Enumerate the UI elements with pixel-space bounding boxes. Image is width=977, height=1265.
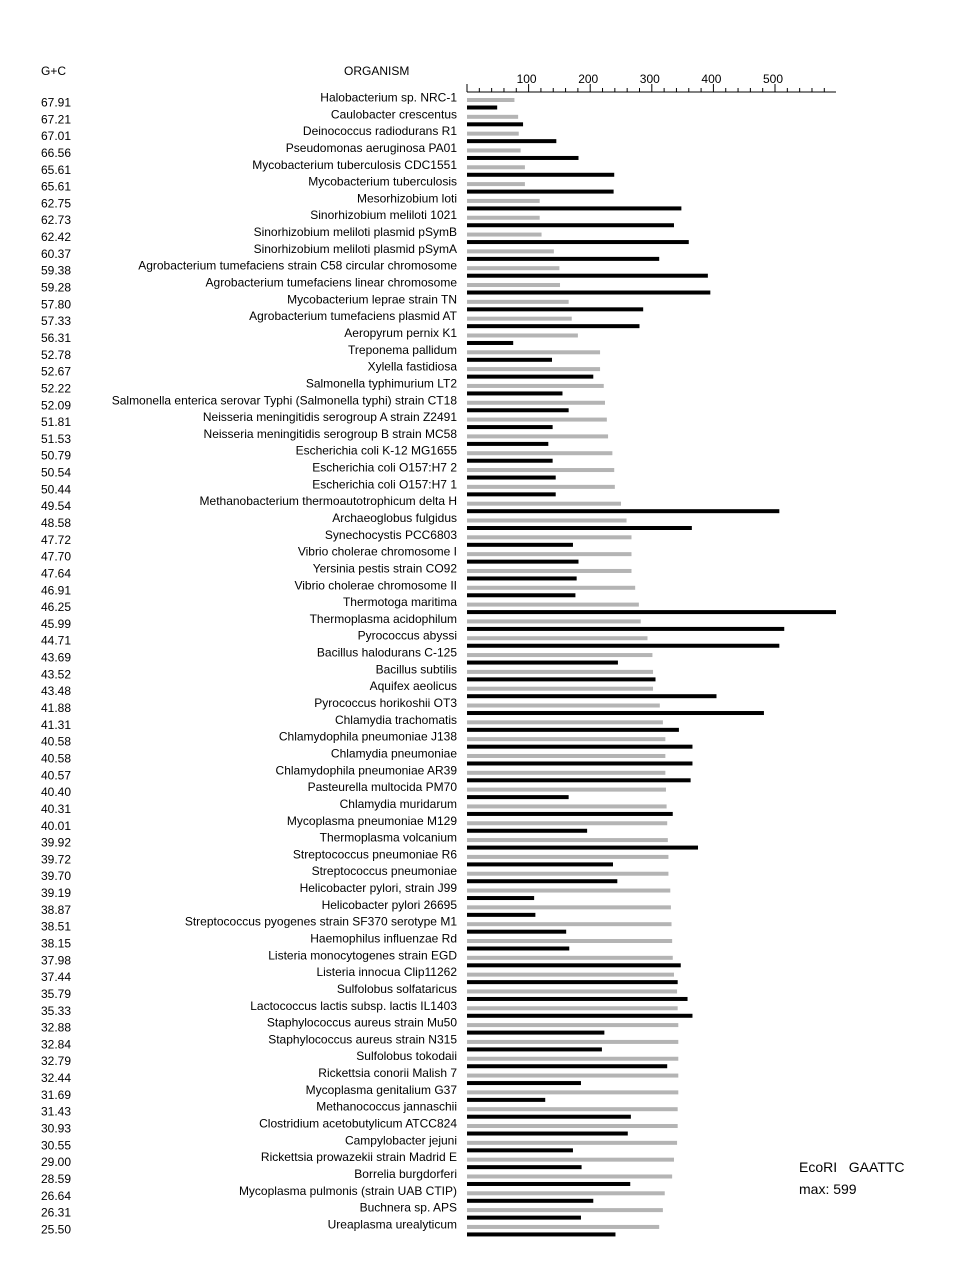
gc-value: 40.01: [41, 818, 72, 833]
expected-bar: [467, 1174, 672, 1178]
organism-name: Pyrococcus horikoshii OT3: [314, 696, 457, 711]
organism-name: Pseudomonas aeruginosa PA01: [285, 140, 457, 155]
organism-name: Neisseria meningitidis serogroup B strain MC58: [203, 426, 457, 441]
organism-name: Agrobacterium tumefaciens strain C58 circular chromosome: [138, 258, 457, 273]
gc-value: 35.33: [41, 1003, 72, 1018]
expected-bar: [467, 165, 525, 169]
observed-bar: [467, 526, 692, 530]
organism-name: Streptococcus pneumoniae R6: [292, 847, 457, 862]
observed-bar: [467, 1182, 630, 1186]
expected-bar: [467, 720, 663, 724]
organism-name: Aeropyrum pernix K1: [344, 325, 457, 340]
expected-bar: [467, 434, 608, 438]
observed-bar: [467, 442, 548, 446]
organism-name: Mycoplasma pneumoniae M129: [286, 813, 457, 828]
organism-name: Methanococcus jannaschii: [316, 1099, 457, 1114]
observed-bar: [467, 947, 569, 951]
organism-name: Haemophilus influenzae Rd: [310, 931, 457, 946]
expected-bar: [467, 451, 612, 455]
expected-bar: [467, 973, 674, 977]
observed-bar: [467, 560, 579, 564]
gc-value: 67.21: [41, 112, 72, 127]
organism-name: Lactococcus lactis subsp. lactis IL1403: [250, 998, 457, 1013]
organism-name: Mycoplasma pulmonis (strain UAB CTIP): [238, 1183, 457, 1198]
expected-bar: [467, 98, 514, 102]
observed-bar: [467, 778, 691, 782]
gc-value: 57.33: [41, 314, 72, 329]
expected-bar: [467, 233, 542, 237]
observed-bar: [467, 1216, 581, 1220]
expected-bar: [467, 905, 671, 909]
expected-bar: [467, 1090, 678, 1094]
expected-bar: [467, 249, 554, 253]
expected-bar: [467, 586, 635, 590]
observed-bar: [467, 190, 614, 194]
expected-bar: [467, 401, 605, 405]
organism-name: Caulobacter crescentus: [330, 107, 457, 122]
expected-bar: [467, 333, 578, 337]
observed-bar: [467, 274, 708, 278]
expected-bar: [467, 300, 569, 304]
expected-bar: [467, 989, 677, 993]
gc-value: 56.31: [41, 330, 72, 345]
gc-value: 59.38: [41, 263, 72, 278]
observed-bar: [467, 728, 679, 732]
gc-value: 52.67: [41, 364, 72, 379]
organism-name: Listeria monocytogenes strain EGD: [268, 948, 457, 963]
gc-value: 32.84: [41, 1037, 72, 1052]
observed-bar: [467, 291, 710, 295]
organism-name: Campylobacter jejuni: [344, 1133, 457, 1148]
observed-bar: [467, 661, 618, 665]
organism-name: Chlamydia muridarum: [339, 796, 457, 811]
max-value-label: max: 599: [799, 1181, 857, 1197]
gc-value: 65.61: [41, 179, 72, 194]
recognition-site: GAATTC: [848, 1159, 905, 1175]
organism-name: Listeria innocua Clip11262: [316, 965, 457, 980]
expected-bar: [467, 1191, 665, 1195]
organism-name: Ureaplasma urealyticum: [327, 1217, 457, 1232]
expected-bar: [467, 502, 621, 506]
expected-bar: [467, 939, 672, 943]
observed-bar: [467, 106, 497, 110]
expected-bar: [467, 1107, 678, 1111]
expected-bar: [467, 384, 604, 388]
gc-value: 38.51: [41, 919, 72, 934]
observed-bar: [467, 610, 836, 614]
gc-column-header: G+C: [41, 64, 67, 78]
organism-name: Chlamydia pneumoniae: [330, 746, 457, 761]
gc-value: 44.71: [41, 633, 72, 648]
expected-bar: [467, 216, 540, 220]
observed-bar: [467, 795, 569, 799]
organism-name: Mesorhizobium loti: [356, 191, 457, 206]
expected-bar: [467, 418, 607, 422]
observed-bar: [467, 711, 764, 715]
expected-bar: [467, 670, 653, 674]
organism-name: Methanobacterium thermoautotrophicum delta H: [199, 494, 457, 509]
observed-bar: [467, 240, 689, 244]
expected-bar: [467, 737, 665, 741]
observed-bar: [467, 879, 617, 883]
observed-bar: [467, 627, 784, 631]
expected-bar: [467, 283, 560, 287]
expected-bar: [467, 889, 670, 893]
observed-bar: [467, 1232, 615, 1236]
expected-bar: [467, 1057, 678, 1061]
organism-name: Mycobacterium tuberculosis: [308, 174, 457, 189]
organism-name: Chlamydophila pneumoniae J138: [278, 729, 457, 744]
observed-bar: [467, 1014, 692, 1018]
expected-bar: [467, 266, 559, 270]
gc-value: 31.69: [41, 1087, 72, 1102]
expected-bar: [467, 148, 521, 152]
gc-value: 57.80: [41, 297, 72, 312]
gc-value: 49.54: [41, 499, 72, 514]
observed-bar: [467, 509, 779, 513]
gc-value: 52.78: [41, 347, 72, 362]
observed-bar: [467, 745, 692, 749]
gc-value: 51.53: [41, 431, 72, 446]
gc-value: 51.81: [41, 415, 72, 430]
expected-bar: [467, 1074, 678, 1078]
expected-bar: [467, 603, 639, 607]
organism-name: Archaeoglobus fulgidus: [332, 511, 457, 525]
expected-bar: [467, 771, 665, 775]
observed-bar: [467, 913, 535, 917]
expected-bar: [467, 552, 631, 556]
expected-bar: [467, 788, 666, 792]
gc-value: 41.88: [41, 701, 72, 716]
organism-name: Chlamydia trachomatis: [334, 712, 457, 727]
enzyme-name: EcoRI: [799, 1159, 838, 1175]
observed-bar: [467, 694, 716, 698]
expected-bar: [467, 1141, 677, 1145]
organism-name: Sinorhizobium meliloti 1021: [310, 208, 457, 223]
gc-value: 67.91: [41, 95, 72, 110]
organism-name: Sinorhizobium meliloti plasmid pSymB: [253, 225, 457, 240]
organism-name: Mycoplasma genitalium G37: [305, 1082, 457, 1097]
expected-bar: [467, 182, 525, 186]
expected-bar: [467, 519, 627, 523]
expected-bar: [467, 872, 668, 876]
gc-value: 50.79: [41, 448, 72, 463]
observed-bar: [467, 963, 681, 967]
organism-name: Neisseria meningitidis serogroup A strain Z2491: [202, 410, 457, 425]
organism-column-header: ORGANISM: [344, 64, 410, 78]
gc-value: 38.15: [41, 936, 72, 951]
organism-name: Thermoplasma acidophilum: [309, 611, 457, 626]
organism-name: Escherichia coli K-12 MG1655: [295, 443, 457, 458]
gc-value: 40.58: [41, 734, 72, 749]
expected-bar: [467, 132, 519, 136]
gc-value: 28.59: [41, 1171, 72, 1186]
organism-name: Treponema pallidum: [348, 342, 457, 357]
observed-bar: [467, 896, 534, 900]
gc-value: 43.52: [41, 667, 72, 682]
expected-bar: [467, 115, 518, 119]
expected-bar: [467, 1006, 678, 1010]
observed-bar: [467, 139, 556, 143]
gc-value: 39.70: [41, 869, 72, 884]
organism-name: Salmonella typhimurium LT2: [305, 376, 457, 391]
organism-name: Helicobacter pylori, strain J99: [299, 881, 457, 896]
observed-bar: [467, 829, 587, 833]
gc-value: 62.42: [41, 230, 72, 245]
gc-value: 30.93: [41, 1121, 72, 1136]
observed-bar: [467, 173, 614, 177]
organism-name: Bacillus subtilis: [375, 662, 457, 677]
organism-name: Pyrococcus abyssi: [357, 628, 457, 643]
gc-value: 46.91: [41, 583, 72, 598]
gc-value: 32.79: [41, 1054, 72, 1069]
expected-bar: [467, 367, 600, 371]
observed-bar: [467, 576, 577, 580]
organism-name: Sulfolobus tokodaii: [356, 1049, 457, 1064]
expected-bar: [467, 199, 540, 203]
observed-bar: [467, 307, 643, 311]
organism-name: Streptococcus pyogenes strain SF370 serotype M1: [184, 914, 457, 929]
observed-bar: [467, 459, 553, 463]
gc-value: 46.25: [41, 600, 72, 615]
organism-name: Synechocystis PCC6803: [324, 527, 457, 542]
organism-name: Halobacterium sp. NRC-1: [320, 90, 457, 105]
expected-bar: [467, 535, 631, 539]
organism-name: Bacillus halodurans C-125: [316, 645, 457, 660]
gc-value: 52.09: [41, 398, 72, 413]
gc-value: 59.28: [41, 280, 72, 295]
gc-value: 47.72: [41, 532, 72, 547]
expected-bar: [467, 317, 572, 321]
gc-value: 45.99: [41, 616, 72, 631]
expected-bar: [467, 636, 647, 640]
expected-bar: [467, 569, 631, 573]
gc-value: 39.72: [41, 852, 72, 867]
organism-name: Thermotoga maritima: [342, 595, 457, 610]
gc-value: 66.56: [41, 145, 72, 160]
gc-value: 31.43: [41, 1104, 72, 1119]
expected-bar: [467, 704, 660, 708]
observed-bar: [467, 997, 688, 1001]
observed-bar: [467, 1165, 582, 1169]
organism-name: Mycobacterium leprae strain TN: [287, 292, 457, 307]
gc-value: 35.79: [41, 986, 72, 1001]
observed-bar: [467, 644, 779, 648]
expected-bar: [467, 804, 667, 808]
organism-name: Mycobacterium tuberculosis CDC1551: [252, 157, 457, 172]
organism-name: Vibrio cholerae chromosome I: [297, 544, 457, 559]
organism-name: Agrobacterium tumefaciens linear chromosome: [205, 275, 457, 290]
organism-name: Xylella fastidiosa: [367, 359, 457, 374]
gc-value: 62.75: [41, 196, 72, 211]
x-tick-label: 100: [516, 72, 537, 86]
organism-name: Thermoplasma volcanium: [319, 830, 457, 845]
gc-value: 29.00: [41, 1155, 72, 1170]
observed-bar: [467, 257, 659, 261]
organism-name: Deinococcus radiodurans R1: [302, 124, 457, 139]
observed-bar: [467, 341, 513, 345]
gc-value: 40.31: [41, 801, 72, 816]
observed-bar: [467, 476, 556, 480]
observed-bar: [467, 980, 678, 984]
expected-bar: [467, 956, 673, 960]
gc-value: 40.40: [41, 785, 72, 800]
gc-value: 30.55: [41, 1138, 72, 1153]
gc-value: 47.64: [41, 566, 72, 581]
gc-value: 41.31: [41, 717, 72, 732]
expected-bar: [467, 1225, 659, 1229]
organism-name: Sinorhizobium meliloti plasmid pSymA: [253, 241, 457, 256]
enzyme-legend: [799, 1159, 905, 1175]
organism-name: Aquifex aeolicus: [369, 679, 457, 694]
observed-bar: [467, 324, 639, 328]
gc-value: 32.88: [41, 1020, 72, 1035]
observed-bar: [467, 358, 552, 362]
organism-name: Vibrio cholerae chromosome II: [294, 578, 457, 593]
observed-bar: [467, 206, 681, 210]
organism-name: Borrelia burgdorferi: [354, 1166, 457, 1181]
observed-bar: [467, 122, 523, 126]
observed-bar: [467, 812, 673, 816]
gc-value: 50.54: [41, 465, 72, 480]
gc-value: 26.31: [41, 1205, 72, 1220]
gc-value: 40.58: [41, 751, 72, 766]
expected-bar: [467, 468, 614, 472]
observed-bar: [467, 391, 562, 395]
gc-value: 25.50: [41, 1222, 72, 1237]
organism-name: Clostridium acetobutylicum ATCC824: [259, 1116, 457, 1131]
expected-bar: [467, 1023, 678, 1027]
expected-bar: [467, 1040, 678, 1044]
organism-name: Rickettsia prowazekii strain Madrid E: [260, 1150, 457, 1165]
expected-bar: [467, 821, 667, 825]
gc-value: 40.57: [41, 768, 72, 783]
organism-name: Buchnera sp. APS: [359, 1200, 457, 1215]
observed-bar: [467, 1098, 545, 1102]
gc-value: 65.61: [41, 162, 72, 177]
expected-bar: [467, 653, 652, 657]
expected-bar: [467, 485, 615, 489]
organism-name: Sulfolobus solfataricus: [336, 981, 457, 996]
expected-bar: [467, 838, 668, 842]
x-tick-label: 400: [701, 72, 722, 86]
organism-name: Agrobacterium tumefaciens plasmid AT: [249, 309, 457, 324]
observed-bar: [467, 1115, 631, 1119]
observed-bar: [467, 223, 674, 227]
gc-value: 32.44: [41, 1071, 72, 1086]
observed-bar: [467, 677, 656, 681]
observed-bar: [467, 543, 573, 547]
expected-bar: [467, 855, 668, 859]
gc-value: 37.44: [41, 970, 72, 985]
organism-name: Helicobacter pylori 26695: [321, 897, 457, 912]
expected-bar: [467, 350, 600, 354]
observed-bar: [467, 1199, 593, 1203]
observed-bar: [467, 1148, 573, 1152]
gc-value: 26.64: [41, 1188, 72, 1203]
observed-bar: [467, 375, 593, 379]
expected-bar: [467, 754, 665, 758]
gc-value: 47.70: [41, 549, 72, 564]
organism-name: Chlamydophila pneumoniae AR39: [275, 763, 457, 778]
expected-bar: [467, 922, 672, 926]
observed-bar: [467, 1081, 581, 1085]
expected-bar: [467, 619, 641, 623]
observed-bar: [467, 156, 579, 160]
organism-name: Escherichia coli O157:H7 1: [312, 477, 457, 492]
observed-bar: [467, 492, 556, 496]
gc-value: 50.44: [41, 482, 72, 497]
organism-name: Salmonella enterica serovar Typhi (Salmonella typhi) strain CT18: [111, 393, 457, 408]
organism-name: Yersinia pestis strain CO92: [312, 561, 457, 576]
gc-value: 39.19: [41, 886, 72, 901]
organism-name: Staphylococcus aureus strain N315: [268, 1032, 457, 1047]
expected-bar: [467, 1124, 678, 1128]
expected-bar: [467, 1208, 663, 1212]
organism-name: Escherichia coli O157:H7 2: [312, 460, 457, 475]
observed-bar: [467, 1132, 628, 1136]
observed-bar: [467, 1031, 604, 1035]
observed-bar: [467, 761, 692, 765]
x-tick-label: 500: [762, 72, 784, 86]
gc-value: 38.87: [41, 902, 72, 917]
x-tick-label: 200: [578, 72, 599, 86]
observed-bar: [467, 425, 553, 429]
gc-value: 67.01: [41, 129, 72, 144]
organism-name: Rickettsia conorii Malish 7: [318, 1066, 457, 1081]
gc-value: 43.48: [41, 684, 72, 699]
gc-value: 48.58: [41, 516, 72, 530]
observed-bar: [467, 862, 613, 866]
observed-bar: [467, 408, 569, 412]
gc-value: 37.98: [41, 953, 72, 968]
gc-value: 43.69: [41, 650, 72, 665]
gc-value: 60.37: [41, 246, 72, 261]
organism-name: Pasteurella multocida PM70: [307, 780, 457, 795]
x-tick-label: 300: [639, 72, 660, 86]
observed-bar: [467, 1064, 667, 1068]
expected-bar: [467, 687, 653, 691]
observed-bar: [467, 846, 698, 850]
gc-value: 52.22: [41, 381, 72, 396]
expected-bar: [467, 1158, 674, 1162]
organism-name: Streptococcus pneumoniae: [311, 864, 457, 879]
observed-bar: [467, 930, 566, 934]
organism-name: Staphylococcus aureus strain Mu50: [266, 1015, 457, 1030]
observed-bar: [467, 1047, 602, 1051]
gc-value: 62.73: [41, 213, 72, 228]
gc-value: 39.92: [41, 835, 72, 850]
observed-bar: [467, 593, 575, 597]
